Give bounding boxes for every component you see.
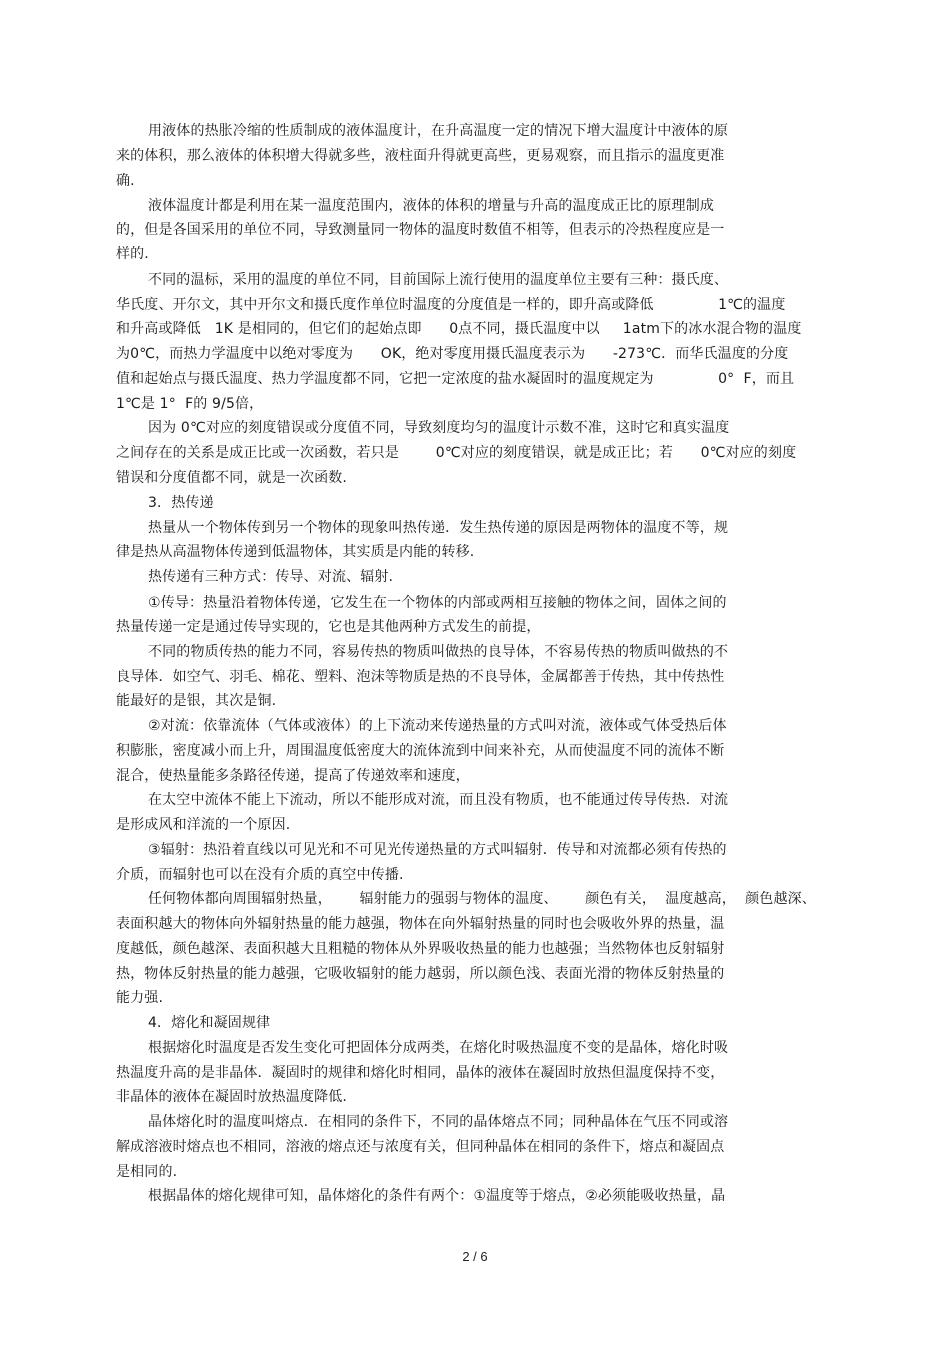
text-line: 能最好的是银，其次是铜.	[116, 693, 277, 709]
section-heading: 4．熔化和凝固规律	[148, 1015, 271, 1031]
text-line: 热量从一个物体传到另一个物体的现象叫热传递．发生热传递的原因是两物体的温度不等，规	[148, 520, 729, 536]
text-line: 热温度升高的是非晶体．凝固时的规律和熔化时相同，晶体的液体在凝固时放热但温度保持不变，	[116, 1065, 725, 1081]
text-line: 的，但是各国采用的单位不同，导致测量同一物体的温度时数值不相等，但表示的冷热程度应是一	[116, 222, 725, 238]
text-line: 能力强.	[116, 990, 164, 1006]
section-heading: 3．热传递	[148, 495, 214, 511]
text-line: 根据熔化时温度是否发生变化可把固体分成两类，在熔化时吸热温度不变的是晶体，熔化时吸	[148, 1040, 729, 1056]
text-line: 良导体．如空气、羽毛、棉花、塑料、泡沫等物质是热的不良导体，金属都善于传热，其中传热性	[116, 669, 725, 685]
text-line: 积膨胀，密度减小而上升，周围温度低密度大的流体流到中间来补充，从而使温度不同的流体不断	[116, 743, 725, 759]
text-line: 用液体的热胀冷缩的性质制成的液体温度计，在升高温度一定的情况下增大温度计中液体的原	[148, 123, 729, 139]
text-line: 来的体积，那么液体的体积增大得就多些，液柱面升得就更高些，更易观察，而且指示的温度更准	[116, 148, 725, 164]
text-line: 错误和分度值都不同，就是一次函数.	[116, 470, 347, 486]
page-number: 2 / 6	[462, 1249, 488, 1264]
text-line: 之间存在的关系是成正比或一次函数，若只是 0℃对应的刻度错误，就是成正比；若 0℃对应的刻度	[116, 445, 797, 461]
text-line: 华氏度、开尔文，其中开尔文和摄氏度作单位时温度的分度值是一样的，即升高或降低 1℃的温度	[116, 297, 786, 313]
text-line: 热量传递一定是通过传导实现的，它也是其他两种方式发生的前提，	[116, 619, 541, 635]
text-line: 为0℃，而热力学温度中以绝对零度为 OK，绝对零度用摄氏温度表示为 -273℃．而华氏温度的分度	[116, 346, 789, 362]
text-line: 样的.	[116, 246, 149, 262]
text-line: 混合，使热量能多条路径传递，提高了传递效率和速度，	[116, 768, 470, 784]
text-line: 不同的温标，采用的温度的单位不同，目前国际上流行使用的温度单位主要有三种：摄氏度、	[148, 272, 729, 288]
text-line: 因为 0℃对应的刻度错误或分度值不同，导致刻度均匀的温度计示数不准，这时它和真实温度	[148, 420, 730, 436]
text-line: ②对流：依靠流体（气体或液体）的上下流动来传递热量的方式叫对流，液体或气体受热后体	[148, 718, 727, 734]
text-line: 表面积越大的物体向外辐射热量的能力越强，物体在向外辐射热量的同时也会吸收外界的热量，温	[116, 916, 725, 932]
text-line: 度越低，颜色越深、表面积越大且粗糙的物体从外界吸收热量的能力也越强；当然物体也反射辐射	[116, 941, 725, 957]
text-line: 1℃是 1° F的 9/5倍，	[116, 396, 264, 412]
text-line: 是形成风和洋流的一个原因.	[116, 817, 291, 833]
text-line: 介质，而辐射也可以在没有介质的真空中传播.	[116, 867, 404, 883]
text-line: 确.	[116, 173, 135, 189]
text-line: 解成溶液时熔点也不相同，溶液的熔点还与浓度有关，但同种晶体在相同的条件下，熔点和凝固点	[116, 1139, 725, 1155]
text-line: 晶体熔化时的温度叫熔点．在相同的条件下，不同的晶体熔点不同；同种晶体在气压不同或溶	[148, 1114, 729, 1130]
text-line: ③辐射：热沿着直线以可见光和不可见光传递热量的方式叫辐射．传导和对流都必须有传热的	[148, 842, 727, 858]
text-line: 不同的物质传热的能力不同，容易传热的物质叫做热的良导体，不容易传热的物质叫做热的不	[148, 644, 729, 660]
text-line: 在太空中流体不能上下流动，所以不能形成对流，而且没有物质，也不能通过传导传热．对流	[148, 792, 729, 808]
text-line: 是相同的.	[116, 1164, 178, 1180]
text-line: 根据晶体的熔化规律可知，晶体熔化的条件有两个：①温度等于熔点，②必须能吸收热量，晶	[148, 1188, 726, 1204]
text-line: 值和起始点与摄氏温度、热力学温度都不同，它把一定浓度的盐水凝固时的温度规定为 0° F，而且	[116, 371, 795, 387]
text-line: 和升高或降低 1K 是相同的，但它们的起始点即 0点不同，摄氏温度中以 1atm下的冰水混合物的温度	[116, 321, 802, 337]
text-line: 热，物体反射热量的能力越强，它吸收辐射的能力越弱，所以颜色浅、表面光滑的物体反射热量的	[116, 966, 725, 982]
text-line: 液体温度计都是利用在某一温度范围内，液体的体积的增量与升高的温度成正比的原理制成	[148, 198, 714, 214]
text-line: 热传递有三种方式：传导、对流、辐射.	[148, 569, 394, 585]
text-line: 任何物体都向周围辐射热量， 辐射能力的强弱与物体的温度、 颜色有关， 温度越高， 颜色越深、	[148, 891, 816, 907]
text-line: 律是热从高温物体传递到低温物体，其实质是内能的转移.	[116, 544, 475, 560]
text-line: ①传导：热量沿着物体传递，它发生在一个物体的内部或两相互接触的物体之间，固体之间的	[148, 595, 727, 611]
text-line: 非晶体的液体在凝固时放热温度降低.	[116, 1089, 347, 1105]
